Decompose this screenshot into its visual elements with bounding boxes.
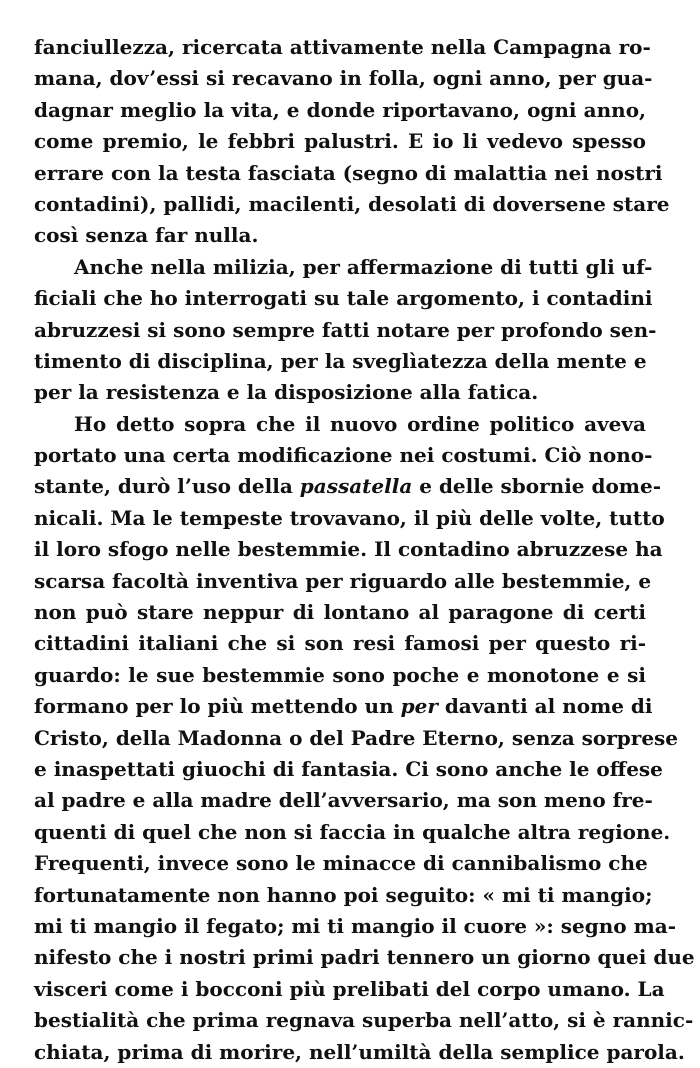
- text-line: [34, 597, 646, 628]
- paragraph: [34, 32, 670, 252]
- text-segment: abruzzesi si sono sempre fatti notare per profondo sen-: [34, 317, 657, 342]
- text-line: [34, 409, 646, 440]
- text-line: [34, 974, 665, 1005]
- text-line: [34, 566, 652, 597]
- text-segment: dagnar meglio la vita, e donde riportavano, ogni anno,: [34, 97, 646, 122]
- text-segment: ficiali che ho interrogati su tale argomento, i contadini: [34, 286, 653, 311]
- text-line: [34, 723, 679, 754]
- text-segment: Anche nella milizia, per affermazione di tutti gli uf-: [74, 254, 653, 279]
- text-segment: non può stare neppur di lontano al paragone di certi: [34, 600, 646, 625]
- text-line: [34, 95, 646, 126]
- text-line: [34, 1005, 694, 1036]
- text-segment: portato una certa modificazione nei costumi. Ciò nono-: [34, 443, 653, 468]
- text-segment: errare con la testa fasciata (segno di malattia nei nostri: [34, 160, 663, 185]
- text-segment: guardo: le sue bestemmie sono poche e monotone e si: [34, 662, 646, 687]
- text-segment: visceri come i bocconi più prelibati del corpo umano. La: [34, 976, 665, 1001]
- text-line: [34, 848, 646, 879]
- text-segment: e delle sbornie dome-: [412, 474, 661, 499]
- text-line: [34, 754, 663, 785]
- text-segment: fanciullezza, ricercata attivamente nella Campagna ro-: [34, 35, 651, 59]
- text-line: [34, 377, 646, 408]
- text-segment: timento di disciplina, per la sveglìatezza della mente e: [34, 348, 647, 373]
- text-segment: come premio, le febbri palustri. E io li vedevo spesso: [34, 129, 646, 154]
- text-segment: mana, dov’essi si recavano in folla, ogni anno, per gua-: [34, 66, 653, 91]
- text-segment: quenti di quel che non si faccia in qualche altra regione.: [34, 819, 671, 844]
- text-line: [34, 189, 670, 220]
- text-line: [34, 158, 663, 189]
- text-line: [34, 628, 646, 659]
- italic-text: passatella: [299, 474, 413, 499]
- text-segment: il loro sfogo nelle bestemmie. Il contadino abruzzese ha: [34, 537, 663, 562]
- text-segment: chiata, prima di morire, nell’umiltà della semplice parola.: [34, 1039, 685, 1064]
- text-segment: Cristo, della Madonna o del Padre Eterno, senza sorprese: [34, 725, 679, 750]
- italic-text: per: [400, 694, 438, 719]
- text-segment: fortunatamente non hanno poi seguito: « mi ti mangio;: [34, 882, 653, 907]
- paragraph: [34, 409, 695, 1068]
- text-line: [34, 817, 671, 848]
- text-line: [34, 440, 653, 471]
- text-line: [34, 220, 646, 251]
- text-line: [34, 660, 646, 691]
- text-line: [34, 503, 665, 534]
- text-line: [34, 346, 646, 377]
- text-segment: al padre e alla madre dell’avversario, ma son meno fre-: [34, 788, 653, 813]
- text-segment: formano per lo più mettendo un: [34, 694, 401, 719]
- text-line: [34, 880, 653, 911]
- text-segment: davanti al nome di: [437, 694, 653, 719]
- text-line: [34, 911, 677, 942]
- text-segment: Frequenti, invece sono le minacce di cannibalismo che: [34, 851, 648, 876]
- text-line: [34, 315, 657, 346]
- text-segment: bestialità che prima regnava superba nell’atto, si è rannic-: [34, 1008, 694, 1033]
- text-line: [34, 691, 653, 722]
- text-line: [34, 785, 653, 816]
- text-line: [34, 283, 653, 314]
- text-segment: cittadini italiani che si son resi famosi per questo ri-: [34, 631, 646, 656]
- text-segment: contadini), pallidi, macilenti, desolati di doversene stare: [34, 191, 670, 216]
- text-line: [34, 471, 661, 502]
- text-segment: scarsa facoltà inventiva per riguardo alle bestemmie, e: [34, 568, 652, 593]
- text-line: [34, 126, 646, 157]
- text-segment: nifesto che i nostri primi padri tennero un giorno quei due: [34, 945, 695, 970]
- text-segment: mi ti mangio il fegato; mi ti mangio il cuore »: segno ma-: [34, 913, 677, 938]
- text-segment: e inaspettati giuochi di fantasia. Ci sono anche le offese: [34, 756, 663, 781]
- text-line: [34, 534, 663, 565]
- book-page-text: [34, 32, 695, 1068]
- text-line: [34, 63, 653, 94]
- paragraph: [34, 252, 657, 409]
- text-segment: per la resistenza e la disposizione alla fatica.: [34, 380, 539, 405]
- text-segment: nicali. Ma le tempeste trovavano, il più delle volte, tutto: [34, 505, 665, 530]
- text-segment: così senza far nulla.: [34, 223, 259, 248]
- text-line: [34, 32, 651, 63]
- text-line: [34, 252, 653, 283]
- text-segment: Ho detto sopra che il nuovo ordine politico aveva: [74, 411, 646, 436]
- text-line: [34, 942, 695, 973]
- text-line: [34, 1037, 685, 1068]
- text-segment: stante, durò l’uso della: [34, 474, 300, 499]
